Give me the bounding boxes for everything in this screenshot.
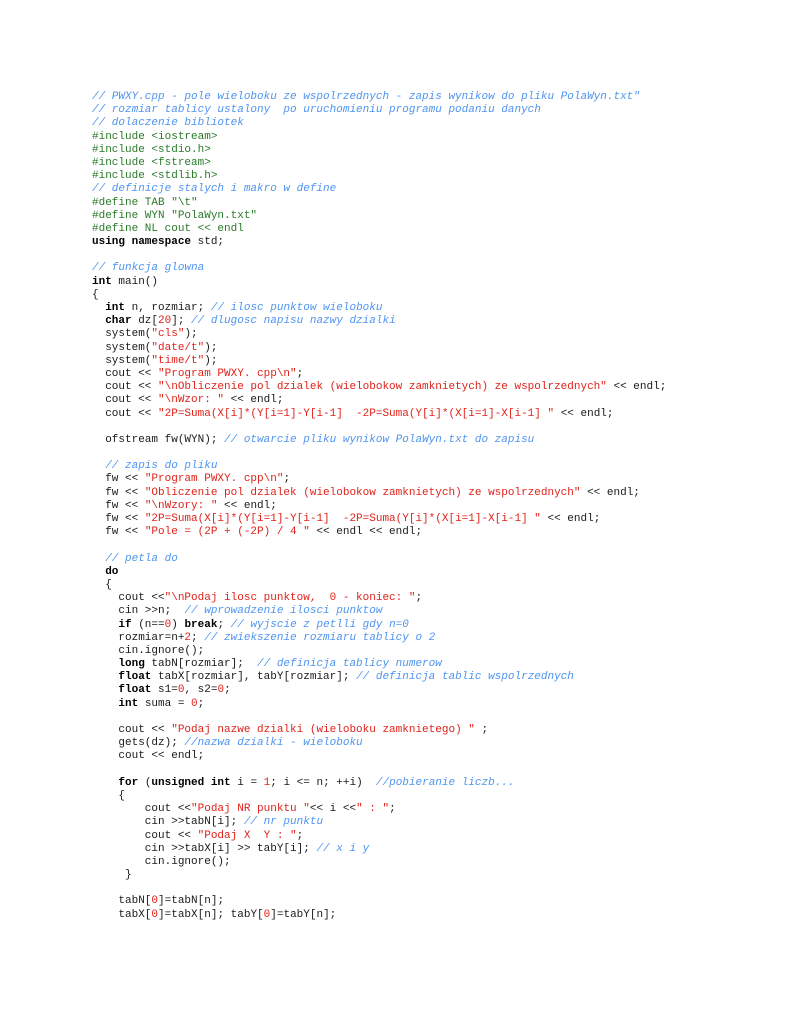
code-token: cin >>tabN[i];	[92, 816, 244, 829]
comment-token: // funkcja glowna	[92, 262, 205, 275]
number-token: 1	[263, 776, 271, 789]
string-token: "\nWzor: "	[158, 394, 225, 407]
code-line	[92, 289, 782, 302]
code-token: ;	[296, 829, 304, 842]
string-token: "\nObliczenie pol dzialek (wielobokow zamknietych) ze wspolrzednych"	[158, 381, 607, 394]
code-line	[92, 513, 782, 526]
code-token: cout <<	[92, 724, 172, 736]
code-token	[92, 684, 118, 696]
comment-token: // dolaczenie bibliotek	[92, 117, 244, 130]
code-line	[92, 210, 782, 223]
code-token: ;	[197, 697, 205, 710]
keyword-token: unsigned int	[151, 776, 231, 789]
string-token: "Podaj nazwe dzialki (wieloboku zamknietego) "	[171, 724, 475, 736]
keyword-token: if	[118, 618, 132, 631]
code-token: cin.ignore();	[92, 644, 205, 657]
code-token: << endl;	[217, 499, 277, 512]
comment-token: // zwiekszenie rozmiaru tablicy o 2	[204, 631, 436, 644]
keyword-token: float	[118, 671, 152, 684]
keyword-token: int	[105, 302, 126, 314]
comment-token: // definicje stalych i makro w define	[92, 183, 337, 196]
code-token: );	[204, 354, 218, 367]
number-token: 2	[184, 631, 192, 644]
code-token: system(	[92, 354, 152, 367]
code-token	[92, 777, 118, 789]
code-line	[92, 144, 782, 157]
code-token: n, rozmiar;	[125, 302, 211, 314]
code-token: cout <<	[92, 803, 192, 816]
code-token	[92, 619, 118, 631]
keyword-token: int	[118, 697, 139, 710]
code-line	[92, 487, 782, 500]
string-token: "\nWzory: "	[144, 499, 218, 512]
source-code-listing	[92, 91, 782, 922]
code-token: (	[138, 776, 152, 789]
code-line	[92, 131, 782, 144]
number-token: 0	[191, 697, 198, 710]
code-line	[92, 342, 782, 355]
code-line	[92, 645, 782, 658]
code-token: suma =	[138, 697, 192, 710]
code-token: cout <<	[92, 381, 159, 394]
code-token	[92, 553, 105, 565]
number-token: 0	[177, 684, 185, 697]
code-token: ]=tabY[n];	[270, 908, 337, 921]
code-line	[92, 91, 782, 104]
string-token: "cls"	[151, 328, 185, 341]
string-token: "Program PWXY. cpp\n"	[144, 473, 284, 486]
code-token: );	[204, 341, 218, 354]
number-token: 0	[151, 895, 159, 908]
code-line	[92, 170, 782, 183]
code-token: ]=tabX[n]; tabY[	[158, 908, 264, 921]
string-token: "time/t"	[151, 354, 205, 367]
code-token: << endl;	[540, 513, 601, 525]
keyword-token: for	[118, 776, 139, 789]
code-token	[92, 658, 118, 670]
code-token: ;	[217, 618, 231, 631]
code-line	[92, 671, 782, 684]
code-token: main()	[111, 275, 159, 288]
code-token: << endl << endl;	[309, 526, 423, 539]
code-line	[92, 803, 782, 816]
code-line	[92, 830, 782, 843]
code-token: cin >>tabX[i] >> tabY[i];	[92, 842, 317, 855]
code-token: ]=tabN[n];	[158, 895, 225, 908]
string-token: "Pole = (2P + (-2P) / 4 "	[144, 526, 310, 539]
number-token: 20	[158, 315, 172, 328]
comment-token: // rozmiar tablicy ustalony po uruchomieniu programu podaniu danych	[92, 104, 541, 117]
code-line	[92, 553, 782, 566]
keyword-token: float	[118, 684, 152, 697]
string-token: "Obliczenie pol dzialek (wielobokow zamknietych) ze wspolrzednych"	[144, 486, 581, 499]
code-token	[92, 460, 105, 472]
comment-token: // zapis do pliku	[105, 460, 218, 473]
string-token: "Program PWXY. cpp\n"	[158, 367, 297, 380]
code-line	[92, 104, 782, 117]
code-line	[92, 302, 782, 315]
code-token: fw <<	[92, 499, 145, 512]
code-line	[92, 724, 782, 737]
preprocessor-token: #include <stdlib.h>	[92, 170, 218, 183]
comment-token: // definicja tablicy numerow	[257, 658, 442, 671]
keyword-token: using namespace	[92, 236, 192, 249]
code-line	[92, 117, 782, 130]
code-line	[92, 328, 782, 341]
code-line	[92, 157, 782, 170]
code-token: dz[	[131, 315, 159, 328]
code-line	[92, 394, 782, 407]
code-line	[92, 236, 782, 249]
code-line	[92, 421, 782, 434]
code-line	[92, 909, 782, 922]
code-line	[92, 566, 782, 579]
comment-token: // dlugosc napisu nazwy dzialki	[191, 315, 396, 328]
number-token: 0	[263, 908, 271, 921]
code-line	[92, 460, 782, 473]
code-line	[92, 869, 782, 882]
code-line	[92, 895, 782, 908]
code-token: ;	[191, 631, 205, 644]
code-token: , s2=	[184, 684, 218, 697]
keyword-token: break	[184, 618, 218, 631]
code-line	[92, 315, 782, 328]
code-line	[92, 579, 782, 592]
code-line	[92, 777, 782, 790]
string-token: "\nPodaj ilosc punktow, 0 - koniec: "	[164, 592, 416, 605]
code-line	[92, 408, 782, 421]
code-token	[92, 566, 105, 578]
code-line	[92, 790, 782, 803]
code-line	[92, 381, 782, 394]
code-line	[92, 183, 782, 196]
string-token: "Podaj NR punktu "	[191, 803, 310, 816]
comment-token: // petla do	[105, 552, 178, 565]
code-token	[92, 315, 105, 327]
code-token: {	[92, 578, 112, 591]
code-token: ];	[171, 315, 192, 328]
code-token: {	[92, 288, 99, 301]
code-token: std;	[191, 236, 225, 249]
code-token: cout <<	[92, 592, 165, 605]
comment-token: //pobieranie liczb...	[375, 776, 515, 789]
code-line	[92, 249, 782, 262]
code-token: ;	[415, 592, 423, 605]
code-line	[92, 473, 782, 486]
code-line	[92, 355, 782, 368]
code-line	[92, 658, 782, 671]
number-token: 0	[217, 684, 225, 697]
code-line	[92, 632, 782, 645]
code-line	[92, 276, 782, 289]
code-token	[92, 698, 118, 710]
code-token: fw <<	[92, 513, 145, 525]
code-token: ;	[389, 803, 396, 816]
code-line	[92, 882, 782, 895]
code-token: cin >>n;	[92, 605, 185, 618]
preprocessor-token: #include <iostream>	[92, 130, 218, 143]
code-line	[92, 592, 782, 605]
code-line	[92, 737, 782, 750]
code-token: system(	[92, 341, 152, 354]
preprocessor-token: #include <stdio.h>	[92, 143, 211, 156]
string-token: "2P=Suma(X[i]*(Y[i=1]-Y[i-1] -2P=Suma(Y[i]*(X[i=1]-X[i-1] "	[144, 513, 541, 525]
code-token: );	[184, 328, 198, 341]
code-line	[92, 447, 782, 460]
code-token: << endl;	[554, 407, 614, 420]
code-token: ;	[283, 473, 291, 486]
code-line	[92, 539, 782, 552]
code-line	[92, 526, 782, 539]
code-line	[92, 750, 782, 763]
comment-token: // ilosc punktow wieloboku	[210, 302, 383, 314]
comment-token: // x i y	[316, 842, 370, 855]
code-line	[92, 605, 782, 618]
comment-token: // PWXY.cpp - pole wieloboku ze wspolrzednych - zapis wynikow do pliku PolaWyn.txt"	[92, 91, 640, 103]
code-token: << endl;	[606, 381, 667, 394]
code-line	[92, 764, 782, 777]
code-token: tabN[rozmiar];	[144, 658, 258, 671]
number-token: 0	[151, 908, 159, 921]
code-line	[92, 698, 782, 711]
keyword-token: char	[105, 315, 132, 328]
code-line	[92, 816, 782, 829]
code-token: ; i <= n; ++i)	[270, 776, 376, 789]
code-line	[92, 619, 782, 632]
code-token: cin.ignore();	[92, 855, 231, 868]
code-line	[92, 856, 782, 869]
string-token: "Podaj X Y : "	[197, 829, 297, 842]
comment-token: // wprowadzenie ilosci punktow	[184, 605, 383, 618]
keyword-token: int	[92, 275, 112, 288]
preprocessor-token: #define WYN "PolaWyn.txt"	[92, 209, 258, 222]
code-token: gets(dz);	[92, 737, 185, 750]
code-line	[92, 368, 782, 381]
string-token: " : "	[356, 803, 390, 816]
code-token: system(	[92, 328, 152, 341]
code-token: fw <<	[92, 486, 145, 499]
code-token: ofstream fw(WYN);	[92, 433, 225, 446]
code-token: ;	[296, 367, 304, 380]
preprocessor-token: #define NL cout << endl	[92, 222, 244, 235]
number-token: 0	[164, 618, 172, 631]
code-token: s1=	[151, 684, 178, 697]
code-token: cout <<	[92, 829, 198, 842]
code-token: (n==	[131, 618, 165, 631]
code-line	[92, 223, 782, 236]
comment-token: //nazwa dzialki - wieloboku	[184, 737, 363, 750]
code-token: cout <<	[92, 367, 159, 380]
code-line	[92, 434, 782, 447]
code-token: ;	[474, 724, 489, 736]
code-token: tabX[rozmiar], tabY[rozmiar];	[151, 671, 357, 684]
code-token: }	[92, 869, 132, 882]
code-token: cout <<	[92, 394, 159, 407]
code-token: {	[92, 789, 126, 802]
comment-token: // otwarcie pliku wynikow PolaWyn.txt do zapisu	[224, 433, 535, 446]
code-token: cout << endl;	[92, 750, 205, 763]
code-token: cout <<	[92, 407, 159, 420]
code-token: tabN[	[92, 895, 152, 908]
code-line	[92, 262, 782, 275]
comment-token: // nr punktu	[243, 816, 324, 829]
comment-token: // wyjscie z petlli gdy n=0	[230, 618, 409, 631]
code-token: << endl;	[224, 394, 284, 407]
code-token: fw <<	[92, 473, 145, 486]
comment-token: // definicja tablic wspolrzednych	[356, 671, 574, 684]
code-token: tabX[	[92, 908, 152, 921]
string-token: "date/t"	[151, 341, 205, 354]
code-token: rozmiar=n+	[92, 631, 185, 644]
preprocessor-token: #define TAB "\t"	[92, 196, 198, 209]
code-line	[92, 843, 782, 856]
keyword-token: do	[105, 565, 119, 578]
code-line	[92, 500, 782, 513]
keyword-token: long	[118, 658, 145, 671]
code-token: ;	[224, 684, 231, 697]
code-line	[92, 684, 782, 697]
code-token: fw <<	[92, 526, 145, 539]
preprocessor-token: #include <fstream>	[92, 156, 211, 169]
code-token	[92, 302, 105, 314]
string-token: "2P=Suma(X[i]*(Y[i=1]-Y[i-1] -2P=Suma(Y[i]*(X[i=1]-X[i-1] "	[158, 407, 555, 420]
code-token: i =	[230, 776, 264, 789]
code-token	[92, 671, 118, 683]
code-line	[92, 197, 782, 210]
code-token: << i <<	[309, 803, 357, 816]
code-token: )	[171, 618, 185, 631]
code-line	[92, 711, 782, 724]
code-token: << endl;	[580, 486, 640, 499]
